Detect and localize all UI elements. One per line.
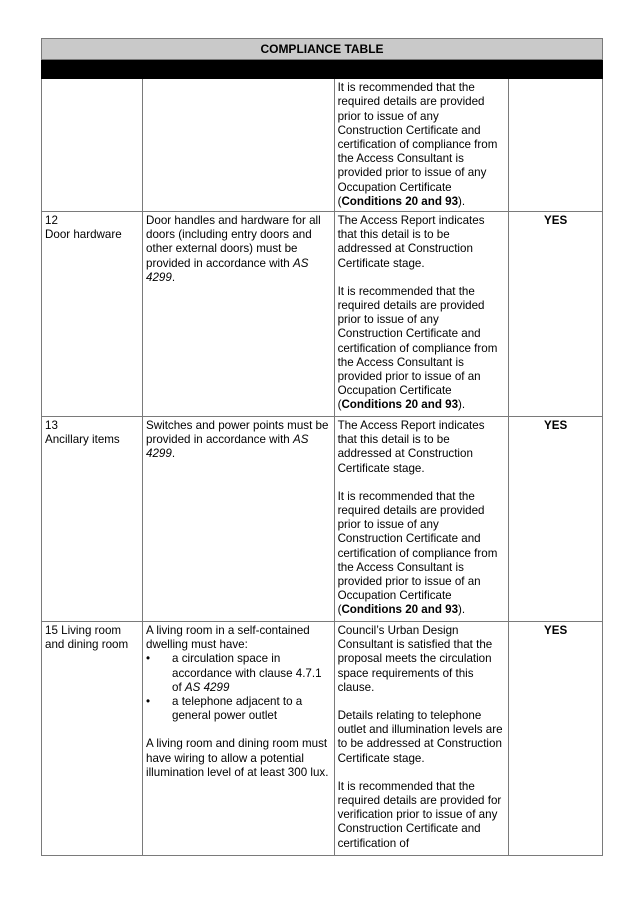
table-row: [42, 79, 603, 212]
list-item: • a telephone adjacent to a general power outlet: [146, 695, 303, 723]
control-list: [146, 652, 331, 723]
control-intro: A living room in a self-contained dwelling must have:: [146, 624, 310, 652]
clause-cell: [42, 79, 143, 212]
table-row: [42, 622, 603, 856]
control-text: Switches and power points must be provided in accordance with AS 4299.: [146, 419, 329, 461]
bullet-icon: •: [146, 652, 151, 666]
assessment-cell: [334, 622, 509, 856]
control-text: Door handles and hardware for all doors (including entry doors and other external doors) must be provided in accordance with AS 4299.: [146, 214, 321, 284]
header-cell: [509, 60, 603, 79]
assessment-paragraph: It is recommended that the required details are provided for verification prior to issue of any Construction Certificate and certification of: [337, 779, 502, 850]
table-header-bar: [42, 60, 603, 79]
compliance-cell: [509, 79, 603, 212]
table-row: [42, 417, 603, 622]
table-row: [42, 212, 603, 417]
assessment-cell: [334, 212, 509, 417]
compliance-cell: YES: [509, 212, 603, 417]
clause-name: Door hardware: [45, 228, 122, 242]
assessment-cell: [334, 417, 509, 622]
compliance-cell: YES: [509, 622, 603, 856]
clause-name: Ancillary items: [45, 433, 120, 447]
clause-number: 12: [45, 214, 58, 228]
bullet-icon: •: [146, 695, 151, 709]
control-cell: [143, 79, 335, 212]
control-cell: [143, 622, 335, 856]
header-cell: [334, 60, 509, 79]
assessment-paragraph: The Access Report indicates that this detail is to be addressed at Construction Certificate stage.: [337, 419, 485, 475]
compliance-cell: YES: [509, 417, 603, 622]
assessment-cell: [334, 79, 509, 212]
control-cell: [143, 212, 335, 417]
clause-cell: [42, 622, 143, 856]
clause-name: 15 Living room and dining room: [45, 624, 129, 652]
assessment-paragraph: Council’s Urban Design Consultant is satisfied that the proposal meets the circulation space requirements of this clause.: [337, 624, 493, 694]
assessment-paragraph: It is recommended that the required details are provided prior to issue of any Construction Certificate and certification of compliance from the Access Consultant is provided prior to issue of an Occupation Certificate (Conditions 20 and 93).: [337, 284, 498, 412]
compliance-table: [41, 38, 603, 856]
header-cell: [42, 60, 143, 79]
header-cell: [143, 60, 335, 79]
control-cell: [143, 417, 335, 622]
clause-cell: [42, 417, 143, 622]
list-item: • a circulation space in accordance with clause 4.7.1 of AS 4299: [146, 652, 322, 694]
document-page: [41, 38, 603, 856]
assessment-paragraph: Details relating to telephone outlet and illumination levels are to be addressed at Construction Certificate stage.: [337, 709, 503, 765]
assessment-paragraph: It is recommended that the required details are provided prior to issue of any Construction Certificate and certification of compliance from the Access Consultant is provided prior to issue of any Occupation Certificate (Conditions 20 and 93).: [337, 81, 498, 208]
clause-number: 13: [45, 419, 58, 433]
clause-cell: [42, 212, 143, 417]
assessment-paragraph: It is recommended that the required details are provided prior to issue of any Construction Certificate and certification of compliance from the Access Consultant is provided prior to issue of an Occupation Certificate (Conditions 20 and 93).: [337, 489, 498, 617]
table-title: COMPLIANCE TABLE: [42, 39, 603, 60]
control-paragraph: A living room and dining room must have wiring to allow a potential illumination level of at least 300 lux.: [146, 737, 329, 779]
assessment-paragraph: The Access Report indicates that this detail is to be addressed at Construction Certificate stage.: [337, 214, 485, 270]
